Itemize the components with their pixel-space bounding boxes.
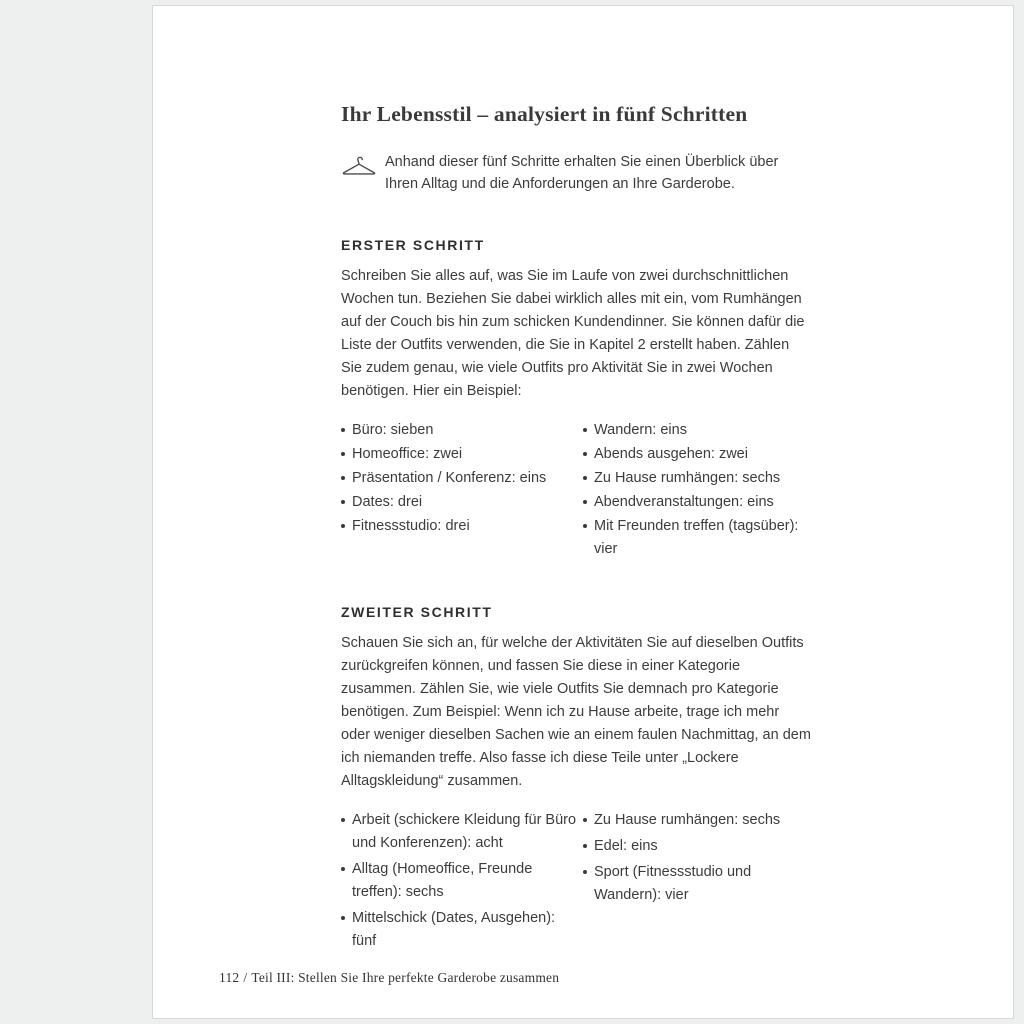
bullet-dot bbox=[341, 907, 352, 920]
section-body-zweiter-schritt: Schauen Sie sich an, für welche der Aktivitäten Sie auf dieselben Outfits zurückgreifen können, und fassen Sie diese in einer Kategorie zusammen. Zählen Sie, wie viele Outfits Sie demnach pro Kategorie benötigen. Zum Beispiel: Wenn ich zu Hause arbeite, trage ich mehr oder weniger dieselben Sachen wie an einem faulen Nachmittag, an dem ich niemanden treffe. Also fasse ich diese Teile unter „Lockere Alltagskleidung“ zusammen. bbox=[341, 635, 811, 789]
bullet-dot bbox=[583, 491, 594, 504]
bullet-dot bbox=[583, 835, 594, 848]
intro-text: Anhand dieser fünf Schritte erhalten Sie einen Überblick über Ihren Alltag und die Anforderungen an Ihre Garderobe. bbox=[385, 154, 779, 192]
list-item-text: Mit Freunden treffen (tagsüber): vier bbox=[594, 518, 799, 557]
list-item bbox=[341, 491, 583, 514]
bullet-dot bbox=[341, 443, 352, 456]
list-item-text: Sport (Fitnessstudio und Wandern): vier bbox=[594, 864, 752, 903]
list-item bbox=[341, 907, 583, 953]
bullet-dot bbox=[341, 858, 352, 871]
section-body-erster-schritt: Schreiben Sie alles auf, was Sie im Laufe von zwei durchschnittlichen Wochen tun. Beziehen Sie dabei wirklich alles mit ein, vom Rumhängen auf der Couch bis hin zum schicken Kundendinner. Sie können dafür die Liste der Outfits verwenden, die Sie in Kapitel 2 erstellt haben. Zählen Sie zudem genau, wie viele Outfits pro Aktivität Sie in zwei Wochen benötigen. Hier ein Beispiel: bbox=[341, 268, 805, 399]
bullet-dot bbox=[341, 515, 352, 528]
list-item-text: Abends ausgehen: zwei bbox=[594, 446, 748, 462]
section-heading-erster-schritt: ERSTER SCHRITT bbox=[341, 237, 485, 253]
list-item-text: Büro: sieben bbox=[352, 422, 434, 438]
page-content bbox=[341, 6, 811, 956]
list-item-text: Alltag (Homeoffice, Freunde treffen): sechs bbox=[352, 861, 533, 900]
list-item-text: Zu Hause rumhängen: sechs bbox=[594, 812, 781, 828]
list-item-text: Zu Hause rumhängen: sechs bbox=[594, 470, 781, 486]
bullet-dot bbox=[583, 419, 594, 432]
bullet-dot bbox=[583, 861, 594, 874]
intro-block bbox=[341, 151, 811, 195]
list-item-text: Wandern: eins bbox=[594, 422, 687, 438]
list-item-text: Arbeit (schickere Kleidung für Büro und Konferenzen): acht bbox=[352, 812, 577, 851]
clothes-hanger-icon bbox=[341, 151, 385, 182]
page-number: 112 bbox=[219, 970, 240, 985]
list-item bbox=[583, 491, 811, 514]
bullet-dot bbox=[341, 467, 352, 480]
section1-lists bbox=[341, 419, 811, 562]
list-item bbox=[583, 419, 811, 442]
list-item-text: Edel: eins bbox=[594, 838, 658, 854]
bullet-dot bbox=[583, 809, 594, 822]
list-item-text: Präsentation / Konferenz: eins bbox=[352, 470, 547, 486]
bullet-dot bbox=[583, 443, 594, 456]
page-title: Ihr Lebensstil – analysiert in fünf Schritten bbox=[341, 102, 748, 126]
list-item-text: Homeoffice: zwei bbox=[352, 446, 463, 462]
list-item bbox=[341, 443, 583, 466]
list-item-text: Dates: drei bbox=[352, 494, 423, 510]
list-item bbox=[583, 809, 811, 832]
footer-separator: / bbox=[243, 970, 248, 985]
book-page bbox=[152, 5, 1014, 1019]
list-item-text: Fitnessstudio: drei bbox=[352, 518, 470, 534]
bullet-dot bbox=[583, 467, 594, 480]
footer-text: Teil III: Stellen Sie Ihre perfekte Garderobe zusammen bbox=[251, 970, 560, 985]
list-item bbox=[341, 809, 583, 855]
bullet-dot bbox=[583, 515, 594, 528]
bullet-dot bbox=[341, 419, 352, 432]
list-item bbox=[583, 467, 811, 490]
list-item bbox=[341, 419, 583, 442]
list-item bbox=[583, 835, 811, 858]
list-item bbox=[341, 467, 583, 490]
section2-list-right bbox=[583, 809, 811, 956]
bullet-dot bbox=[341, 491, 352, 504]
list-item-text: Abendveranstaltungen: eins bbox=[594, 494, 774, 510]
bullet-dot bbox=[341, 809, 352, 822]
list-item bbox=[583, 515, 811, 561]
section2-lists bbox=[341, 809, 811, 956]
list-item bbox=[341, 515, 583, 538]
list-item-text: Mittelschick (Dates, Ausgehen): fünf bbox=[352, 910, 556, 949]
list-item bbox=[583, 861, 811, 907]
list-item bbox=[583, 443, 811, 466]
section-heading-zweiter-schritt: ZWEITER SCHRITT bbox=[341, 604, 493, 620]
list-item bbox=[341, 858, 583, 904]
section1-list-right bbox=[583, 419, 811, 562]
page-footer bbox=[219, 970, 563, 986]
section2-list-left bbox=[341, 809, 583, 956]
section1-list-left bbox=[341, 419, 583, 562]
